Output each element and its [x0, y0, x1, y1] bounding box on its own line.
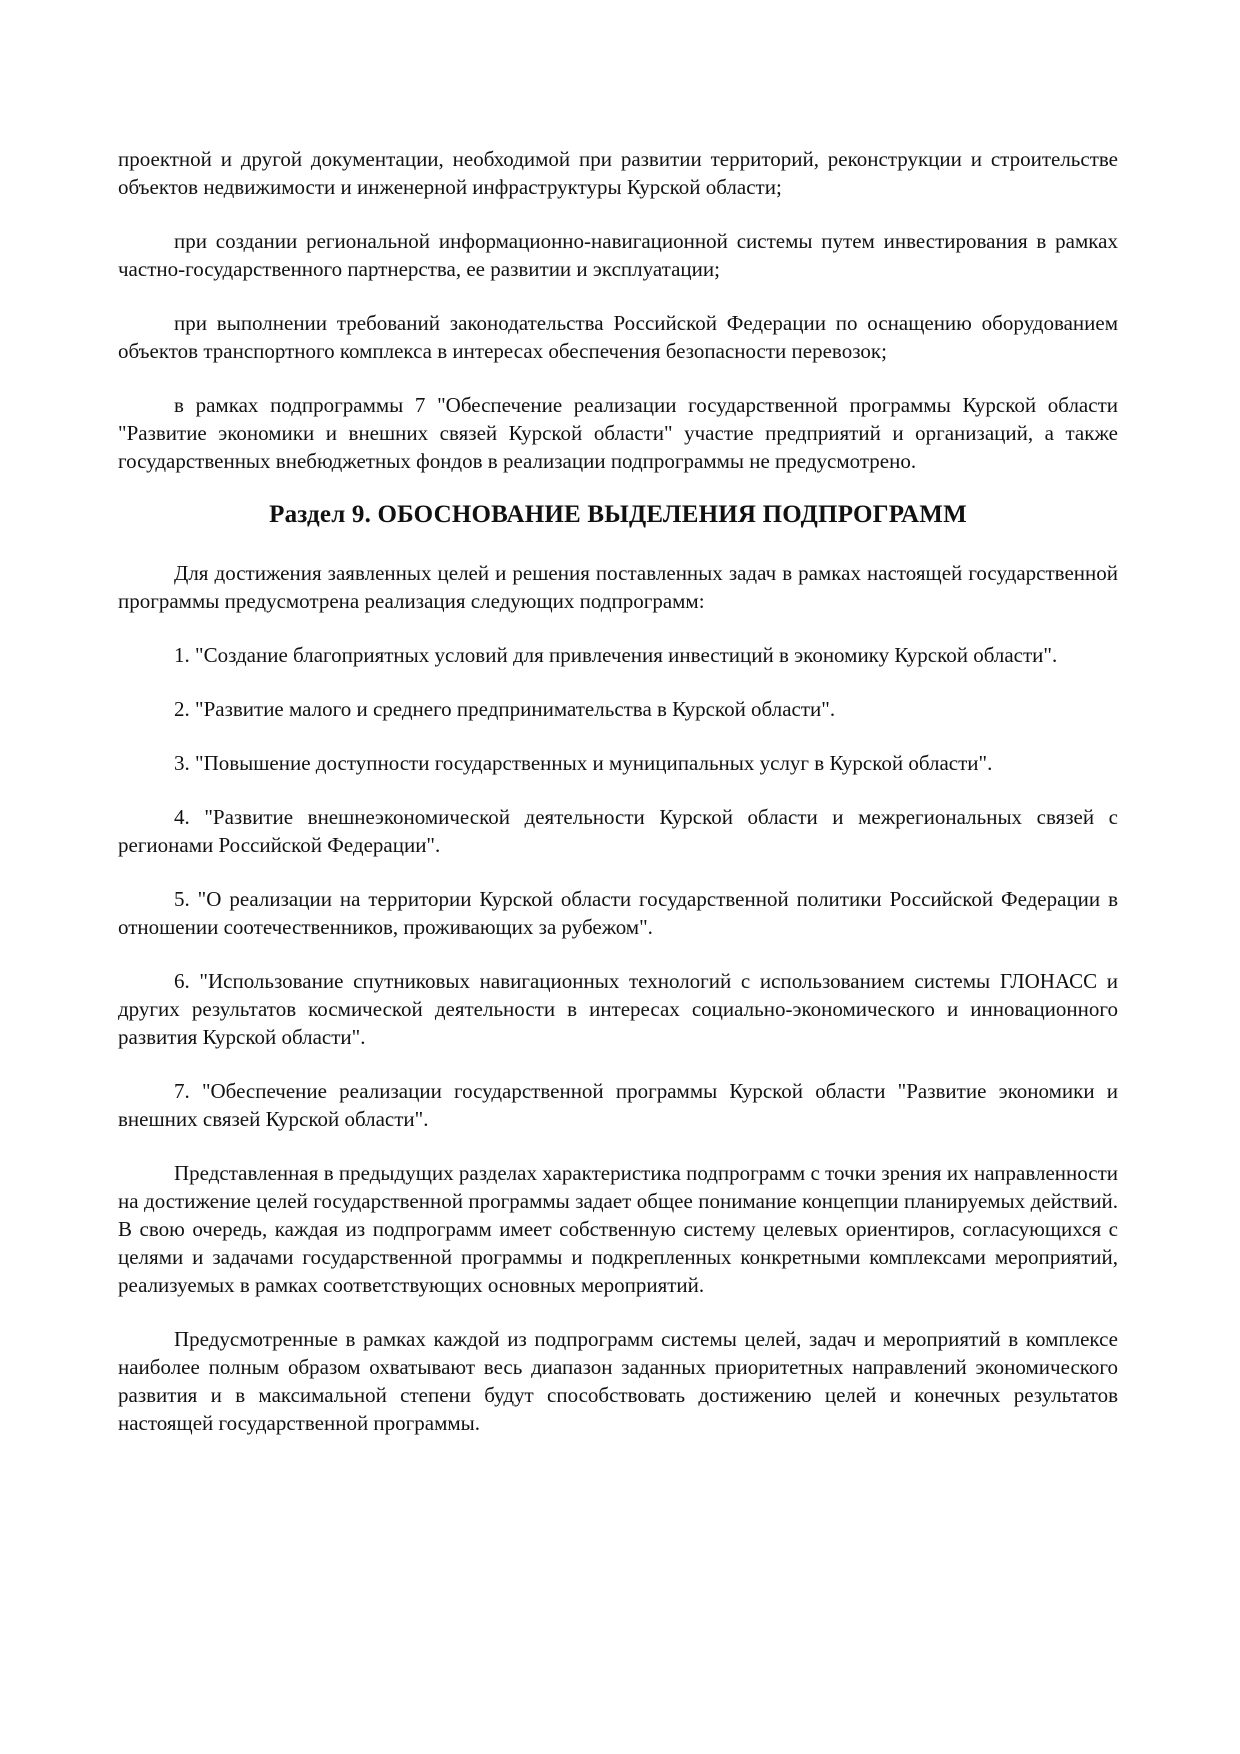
paragraph-characteristics: Представленная в предыдущих разделах характеристика подпрограмм с точки зрения их направленности на достижение целей государственной программы задает общее понимание концепции планируемых действий. В свою очередь, каждая из подпрограмм имеет собственную систему целевых ориентиров, согласующихся с целями и задачами государственной программы и подкрепленных конкретными комплексами мероприятий, реализуемых в рамках соответствующих основных мероприятий. [118, 1161, 1118, 1297]
paragraph-transport-equipment: при выполнении требований законодательства Российской Федерации по оснащению оборудованием объектов транспортного комплекса в интересах обеспечения безопасности перевозок; [118, 311, 1118, 363]
subprogram-item-2: 2. "Развитие малого и среднего предпринимательства в Курской области". [174, 697, 836, 721]
paragraph-intro: Для достижения заявленных целей и решения поставленных задач в рамках настоящей государственной программы предусмотрена реализация следующих подпрограмм: [118, 561, 1118, 613]
subprogram-item-7: 7. "Обеспечение реализации государственной программы Курской области "Развитие экономики и внешних связей Курской области". [118, 1079, 1118, 1131]
paragraph-documentation: проектной и другой документации, необходимой при развитии территорий, реконструкции и строительстве объектов недвижимости и инженерной инфраструктуры Курской области; [118, 147, 1118, 199]
subprogram-item-5: 5. "О реализации на территории Курской области государственной политики Российской Федерации в отношении соотечественников, проживающих за рубежом". [118, 887, 1118, 939]
subprogram-item-4: 4. "Развитие внешнеэкономической деятельности Курской области и межрегиональных связей с регионами Российской Федерации". [118, 805, 1118, 857]
paragraph-subprogram-7-participation: в рамках подпрограммы 7 "Обеспечение реализации государственной программы Курской области "Развитие экономики и внешних связей Курской области" участие предприятий и организаций, а также государственных внебюджетных фондов в реализации подпрограммы не предусмотрено. [118, 393, 1118, 473]
section-heading: Раздел 9. ОБОСНОВАНИЕ ВЫДЕЛЕНИЯ ПОДПРОГРАММ [269, 501, 967, 528]
paragraph-goals-coverage: Предусмотренные в рамках каждой из подпрограмм системы целей, задач и мероприятий в комплексе наиболее полным образом охватывают весь диапазон заданных приоритетных направлений экономического развития и в максимальной степени будут способствовать достижению целей и конечных результатов настоящей государственной программы. [118, 1327, 1118, 1435]
subprogram-item-6: 6. "Использование спутниковых навигационных технологий с использованием системы ГЛОНАСС и других результатов космической деятельности в интересах социально-экономического и инновационного развития Курской области". [118, 969, 1118, 1049]
paragraph-navigation-system: при создании региональной информационно-навигационной системы путем инвестирования в рамках частно-государственного партнерства, ее развитии и эксплуатации; [118, 229, 1118, 281]
document-page [118, 145, 1118, 1463]
subprogram-item-3: 3. "Повышение доступности государственных и муниципальных услуг в Курской области". [174, 751, 993, 775]
subprogram-item-1: 1. "Создание благоприятных условий для привлечения инвестиций в экономику Курской области". [174, 643, 1058, 667]
